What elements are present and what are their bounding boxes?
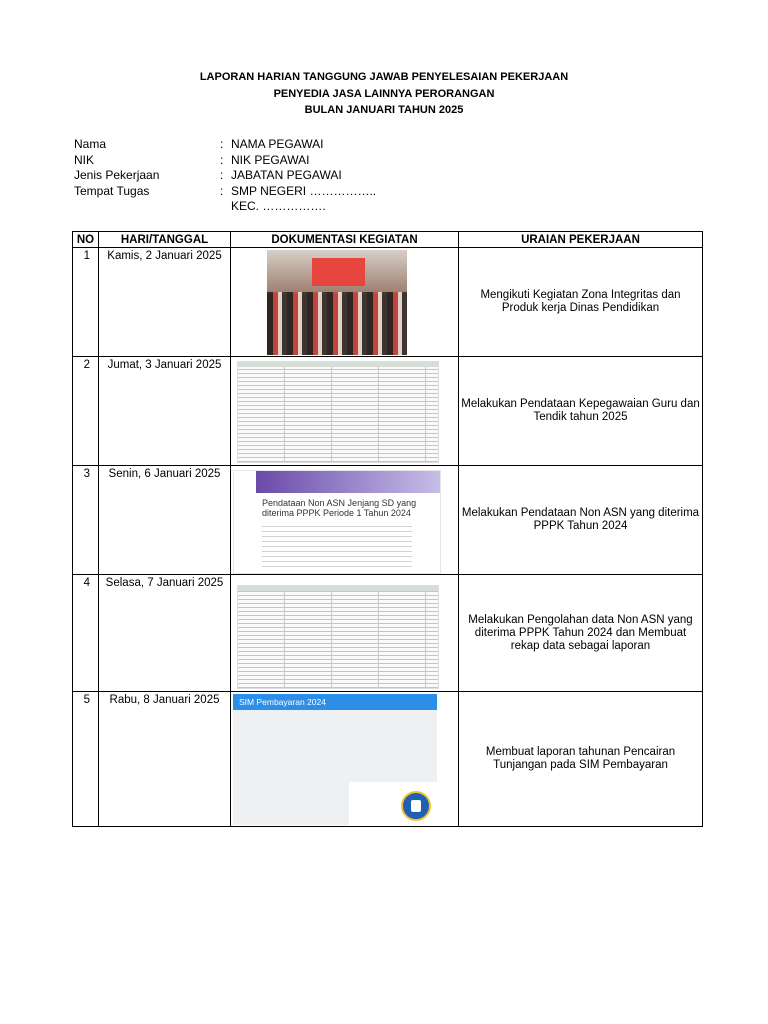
row-no: 3 [73,466,99,575]
row-date: Rabu, 8 Januari 2025 [99,692,231,827]
info-label-nama: Nama [74,137,107,151]
report-title-line1: LAPORAN HARIAN TANGGUNG JAWAB PENYELESAIAN PEKERJAAN [199,71,569,83]
row-description: Mengikuti Kegiatan Zona Integritas dan Produk kerja Dinas Pendidikan [459,248,703,357]
row-date: Senin, 6 Januari 2025 [99,466,231,575]
form-screenshot [233,470,441,574]
info-value-kecamatan: KEC. ……………. [231,199,326,213]
info-value-nama: NAMA PEGAWAI [231,137,324,151]
row-no: 5 [73,692,99,827]
header-uraian: URAIAN PEKERJAAN [459,232,703,248]
table-row [73,692,703,827]
row-documentation [231,575,459,692]
table-header-row [73,232,703,248]
info-label-nik: NIK [74,153,95,167]
table-row [73,575,703,692]
report-title-line3: BULAN JANUARI TAHUN 2025 [304,104,464,116]
info-value-tempat-tugas: SMP NEGERI …………….. [231,184,377,198]
info-colon: : [220,153,224,167]
row-documentation [231,466,459,575]
spreadsheet-image [237,361,439,463]
info-colon: : [220,137,224,151]
row-no: 4 [73,575,99,692]
row-documentation [231,357,459,466]
row-date: Selasa, 7 Januari 2025 [99,575,231,692]
tut-wuri-logo-icon [401,791,431,821]
spreadsheet-image [237,585,439,689]
row-no: 1 [73,248,99,357]
info-colon: : [220,184,224,198]
row-description: Melakukan Pendataan Non ASN yang diterima PPPK Tahun 2024 [459,466,703,575]
header-no: NO [73,232,99,248]
row-description: Melakukan Pendataan Kepegawaian Guru dan Tendik tahun 2025 [459,357,703,466]
row-date: Kamis, 2 Januari 2025 [99,248,231,357]
row-description: Membuat laporan tahunan Pencairan Tunjangan pada SIM Pembayaran [459,692,703,827]
row-description: Melakukan Pengolahan data Non ASN yang diterima PPPK Tahun 2024 dan Membuat rekap data sebagai laporan [459,575,703,692]
table-row [73,466,703,575]
header-dokumentasi: DOKUMENTASI KEGIATAN [231,232,459,248]
table-row [73,357,703,466]
header-hari-tanggal: HARI/TANGGAL [99,232,231,248]
sim-title-bar: SIM Pembayaran 2024 [233,694,437,710]
report-title-line2: PENYEDIA JASA LAINNYA PERORANGAN [273,88,495,100]
report-table [72,231,703,827]
info-value-jenis-pekerjaan: JABATAN PEGAWAI [231,168,342,182]
sim-screenshot [233,694,437,825]
row-documentation [231,248,459,357]
row-no: 2 [73,357,99,466]
info-value-nik: NIK PEGAWAI [231,153,310,167]
info-colon: : [220,168,224,182]
info-label-tempat-tugas: Tempat Tugas [74,184,150,198]
row-date: Jumat, 3 Januari 2025 [99,357,231,466]
form-title: Pendataan Non ASN Jenjang SD yang diterima PPPK Periode 1 Tahun 2024 [262,498,417,518]
info-label-jenis-pekerjaan: Jenis Pekerjaan [74,168,160,182]
event-photo [267,250,407,355]
table-row [73,248,703,357]
row-documentation [231,692,459,827]
